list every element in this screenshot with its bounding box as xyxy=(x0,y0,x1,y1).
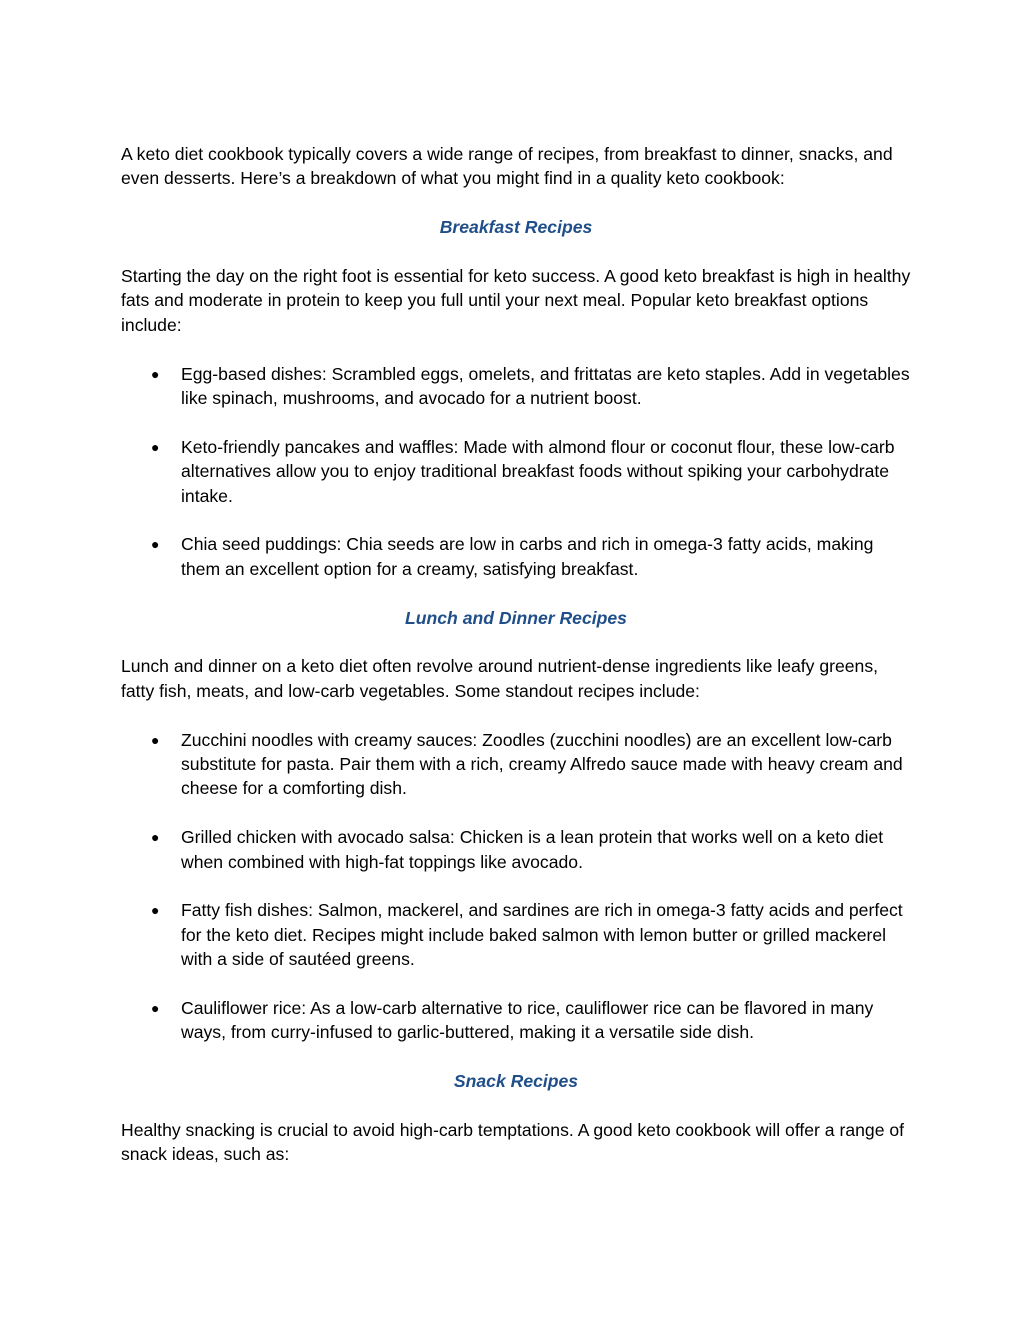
section-snacks xyxy=(121,1069,911,1167)
document-page xyxy=(121,142,911,1191)
bullet-list xyxy=(121,362,911,582)
section-heading: Lunch and Dinner Recipes xyxy=(405,607,627,628)
list-item-text: Egg-based dishes: Scrambled eggs, omelets, and frittatas are keto staples. Add in vegetables like spinach, mushrooms, and avocado for a nutrient boost. xyxy=(181,363,910,409)
list-item-text: Keto-friendly pancakes and waffles: Made with almond flour or coconut flour, these low-carb alternatives allow you to enjoy traditional breakfast foods without spiking your carbohydrate intake. xyxy=(181,436,895,506)
section-paragraph: Lunch and dinner on a keto diet often revolve around nutrient-dense ingredients like leafy greens, fatty fish, meats, and low-carb vegetables. Some standout recipes include: xyxy=(121,656,879,701)
section-paragraph: Starting the day on the right foot is essential for keto success. A good keto breakfast is high in healthy fats and moderate in protein to keep you full until your next meal. Popular keto breakfast options include: xyxy=(121,266,911,335)
list-item-text: Cauliflower rice: As a low-carb alternative to rice, cauliflower rice can be flavored in many ways, from curry-infused to garlic-buttered, making it a versatile side dish. xyxy=(181,998,874,1043)
bullet-icon: ● xyxy=(151,438,160,455)
bullet-icon: ● xyxy=(151,1000,160,1017)
list-item xyxy=(121,825,911,874)
list-item-text: Grilled chicken with avocado salsa: Chicken is a lean protein that works well on a keto diet when combined with high-fat toppings like avocado. xyxy=(181,827,884,872)
bullet-icon: ● xyxy=(151,902,160,919)
list-item-text: Fatty fish dishes: Salmon, mackerel, and sardines are rich in omega-3 fatty acids and perfect for the keto diet. Recipes might include baked salmon with lemon butter or grilled mackerel with a side of sautéed greens. xyxy=(181,900,903,970)
list-item xyxy=(121,996,911,1045)
list-item xyxy=(121,728,911,801)
section-heading: Snack Recipes xyxy=(453,1071,579,1092)
intro-paragraph: A keto diet cookbook typically covers a wide range of recipes, from breakfast to dinner, snacks, and even desserts. Here’s a breakdown of what you might find in a quality keto cookbook: xyxy=(121,144,893,189)
section-heading: Breakfast Recipes xyxy=(439,217,593,238)
bullet-icon: ● xyxy=(151,536,160,553)
bullet-icon: ● xyxy=(151,731,160,748)
bullet-list xyxy=(121,728,911,1045)
bullet-icon: ● xyxy=(151,365,160,382)
section-lunch-dinner xyxy=(121,606,911,1045)
bullet-icon: ● xyxy=(151,829,160,846)
list-item xyxy=(121,435,911,508)
list-item-text: Chia seed puddings: Chia seeds are low in carbs and rich in omega-3 fatty acids, making them an excellent option for a creamy, satisfying breakfast. xyxy=(181,534,874,579)
section-breakfast xyxy=(121,215,911,581)
list-item xyxy=(121,898,911,971)
list-item-text: Zucchini noodles with creamy sauces: Zoodles (zucchini noodles) are an excellent low-carb substitute for pasta. Pair them with a rich, creamy Alfredo sauce made with heavy cream and cheese for a comforting dish. xyxy=(181,729,903,799)
list-item xyxy=(121,362,911,411)
section-paragraph: Healthy snacking is crucial to avoid high-carb temptations. A good keto cookbook will offer a range of snack ideas, such as: xyxy=(121,1120,905,1165)
list-item xyxy=(121,532,911,581)
